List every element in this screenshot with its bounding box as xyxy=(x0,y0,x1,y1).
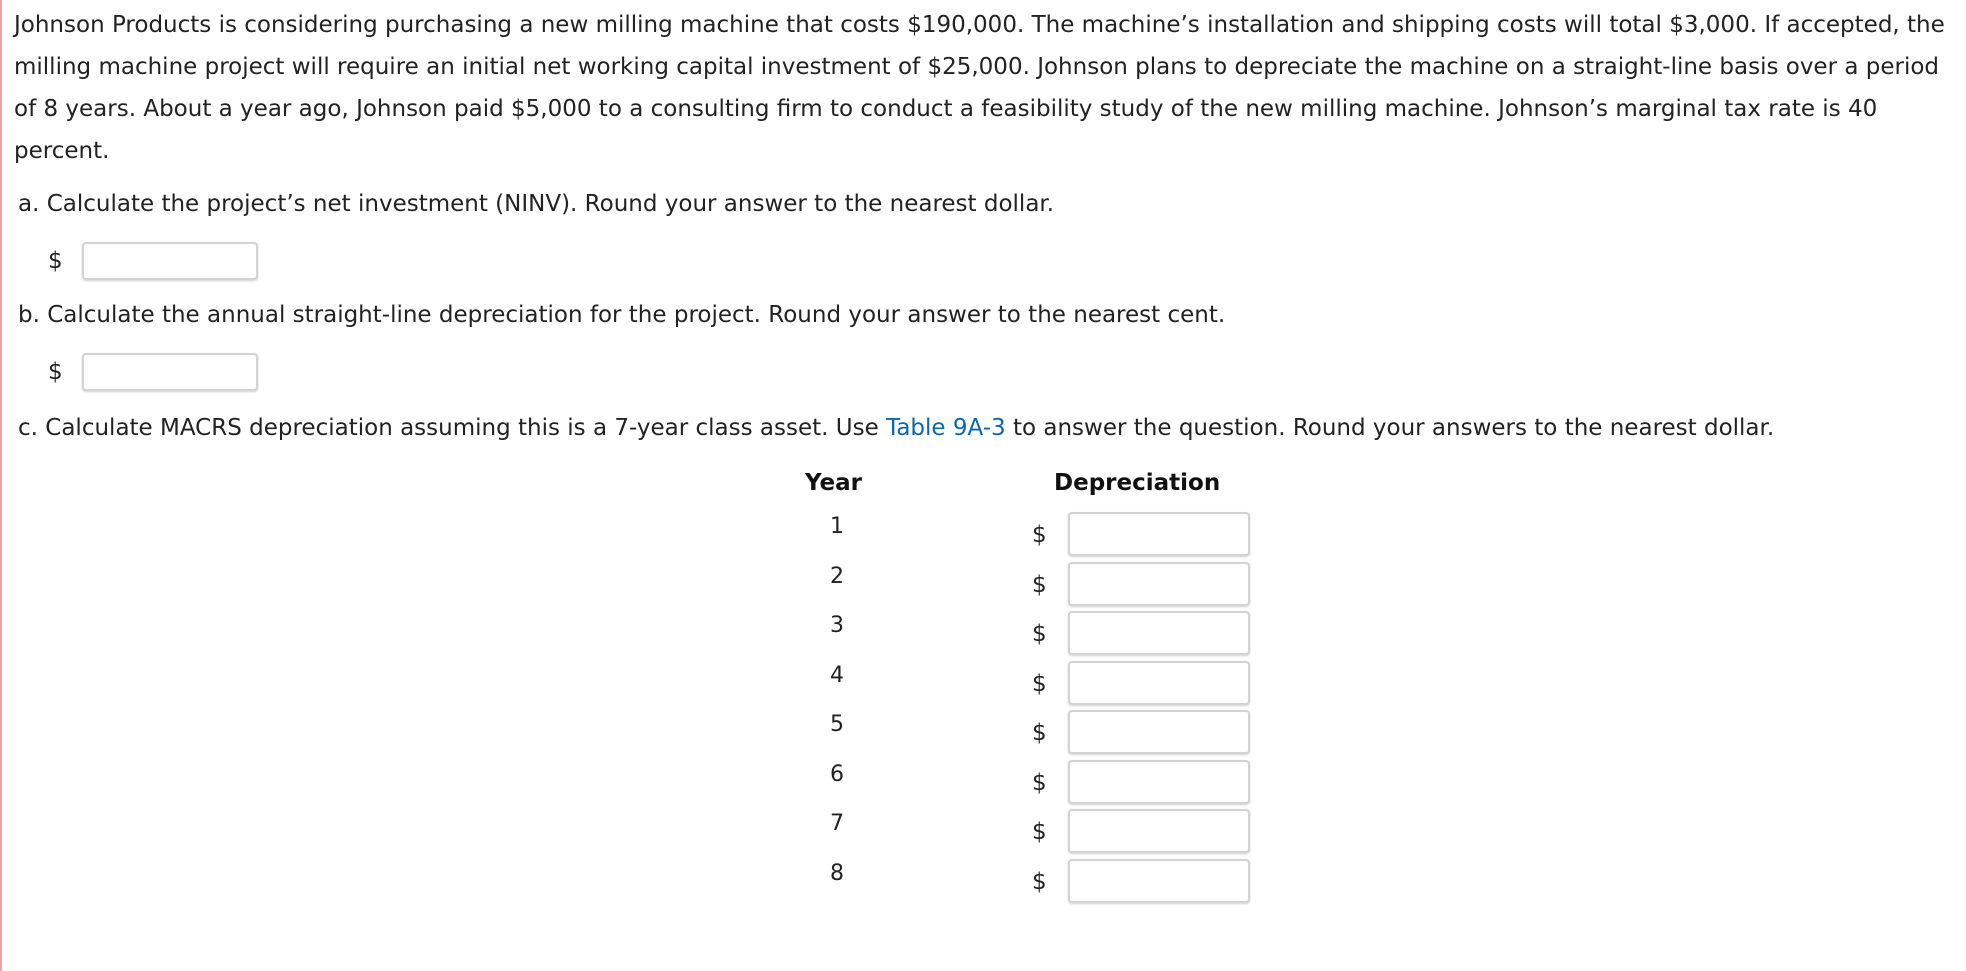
question-c-text-before: Calculate MACRS depreciation assuming this is a 7-year class asset. Use xyxy=(45,415,879,441)
year-cell: 2 xyxy=(830,563,844,589)
year-cell: 3 xyxy=(830,613,844,638)
left-border-rule xyxy=(0,0,2,971)
year-cell: 6 xyxy=(830,761,844,787)
answer-b-row xyxy=(48,350,258,394)
answer-a-input[interactable] xyxy=(82,242,258,280)
depreciation-column-header: Depreciation xyxy=(1054,470,1221,496)
macrs-row-7 xyxy=(800,807,1260,857)
question-a-letter: a. xyxy=(18,191,40,217)
depreciation-input-year-2[interactable] xyxy=(1068,562,1250,606)
year-cell: 4 xyxy=(830,662,844,688)
macrs-row-3 xyxy=(800,609,1260,659)
question-b-letter: b. xyxy=(18,302,40,328)
year-cell: 7 xyxy=(830,811,844,836)
macrs-table xyxy=(800,510,1260,906)
depreciation-currency: $ xyxy=(1032,670,1047,697)
year-column-header: Year xyxy=(805,470,863,496)
depreciation-input-year-5[interactable] xyxy=(1068,710,1250,754)
table-9a-3-link[interactable]: Table 9A-3 xyxy=(886,415,1006,441)
answer-a-currency: $ xyxy=(48,248,63,274)
question-b xyxy=(18,300,1225,330)
question-a xyxy=(18,189,1054,219)
depreciation-currency: $ xyxy=(1032,571,1047,598)
question-b-text: Calculate the annual straight-line depreciation for the project. Round your answer to the nearest cent. xyxy=(47,302,1226,328)
answer-b-input[interactable] xyxy=(82,353,258,391)
year-cell: 8 xyxy=(830,860,844,886)
depreciation-currency: $ xyxy=(1032,522,1047,548)
depreciation-currency: $ xyxy=(1032,621,1047,647)
macrs-row-4 xyxy=(800,659,1260,709)
depreciation-currency: $ xyxy=(1032,720,1047,746)
depreciation-input-year-7[interactable] xyxy=(1068,809,1250,853)
macrs-row-8 xyxy=(800,857,1260,907)
question-a-text: Calculate the project’s net investment (NINV). Round your answer to the nearest dollar. xyxy=(46,191,1055,217)
answer-b-currency: $ xyxy=(48,359,63,385)
problem-statement: Johnson Products is considering purchasing a new milling machine that costs $190,000. The machine’s installation and shipping costs will total $3,000. If accepted, the milling machine project will require an initial net working capital investment of $25,000. Johnson plans to depreciate the machine on a straight-line basis over a period of 8 years. About a year ago, Johnson paid $5,000 to a consulting firm to conduct a feasibility study of the new milling machine. Johnson’s marginal tax rate is 40 percent. xyxy=(14,12,1945,164)
macrs-row-2 xyxy=(800,560,1260,610)
depreciation-input-year-1[interactable] xyxy=(1068,512,1250,556)
depreciation-input-year-3[interactable] xyxy=(1068,611,1250,655)
depreciation-currency: $ xyxy=(1032,769,1047,796)
macrs-row-6 xyxy=(800,758,1260,808)
depreciation-input-year-8[interactable] xyxy=(1068,859,1250,903)
depreciation-currency: $ xyxy=(1032,819,1047,845)
year-cell: 5 xyxy=(830,712,844,737)
depreciation-input-year-6[interactable] xyxy=(1068,760,1250,804)
depreciation-currency: $ xyxy=(1032,868,1047,895)
question-c xyxy=(18,413,1774,443)
macrs-row-1 xyxy=(800,510,1260,560)
answer-a-row xyxy=(48,239,258,283)
macrs-row-5 xyxy=(800,708,1260,758)
question-c-letter: c. xyxy=(18,415,38,441)
question-c-text-after: to answer the question. Round your answers to the nearest dollar. xyxy=(1012,415,1775,441)
year-cell: 1 xyxy=(830,514,844,539)
depreciation-input-year-4[interactable] xyxy=(1068,661,1250,705)
